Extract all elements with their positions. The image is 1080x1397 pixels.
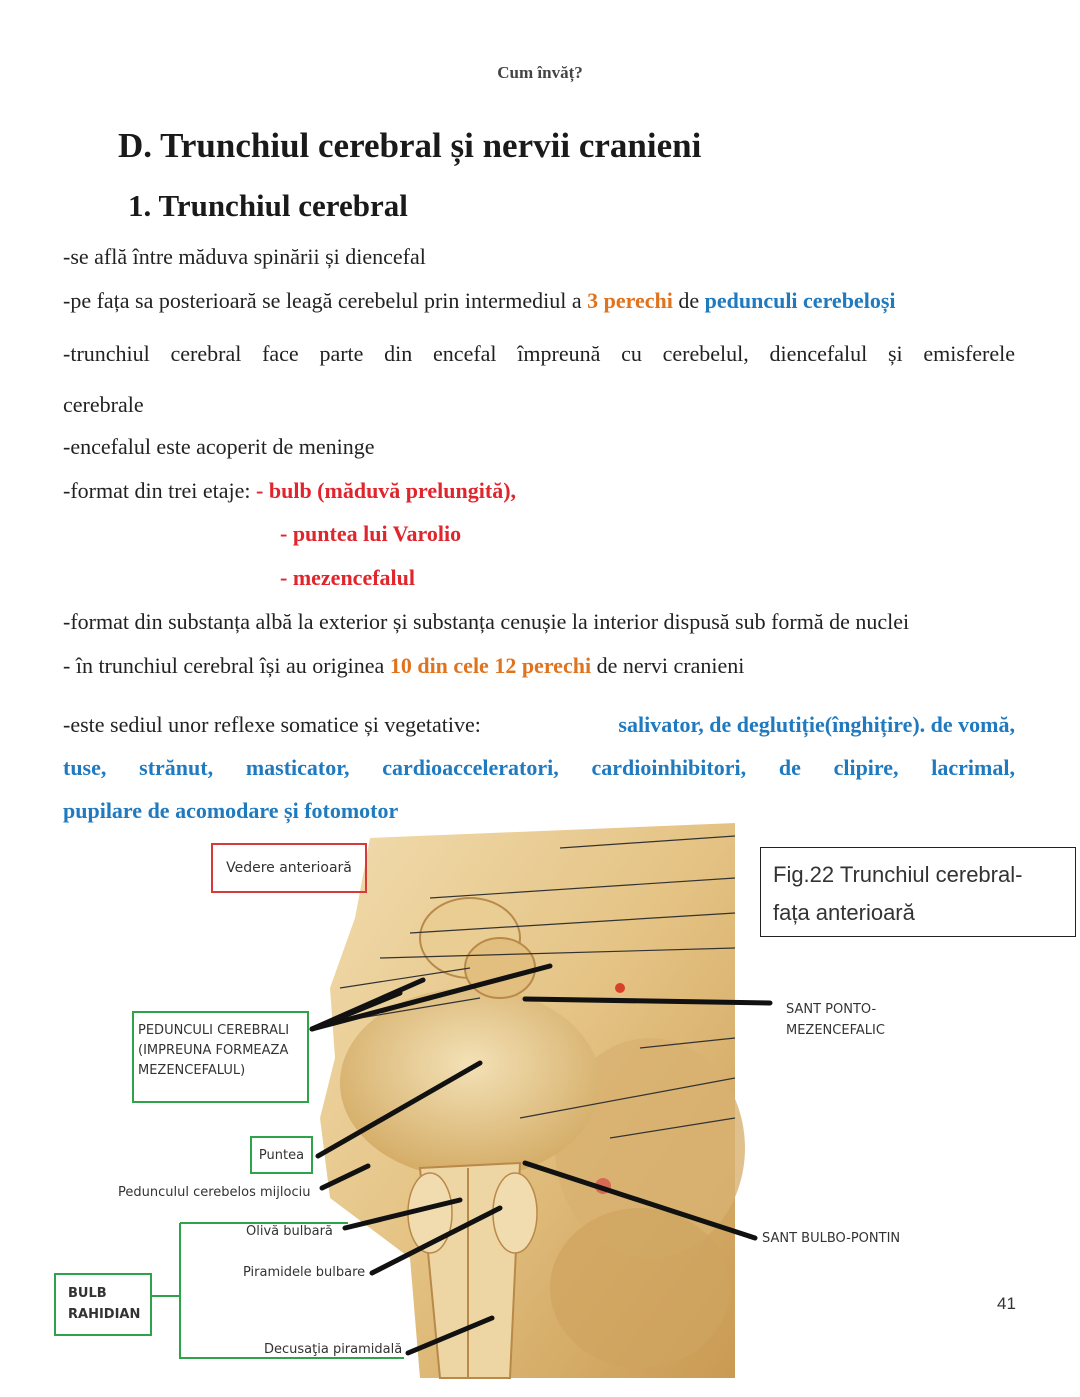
reflex-list: pupilare de acomodare și fotomotor <box>63 798 399 823</box>
sant-ponto-line: MEZENCEFALIC <box>786 1023 885 1038</box>
etaj-item: - bulb (măduvă prelungită), <box>256 478 517 503</box>
text-line-5: -encefalul este acoperit de meninge <box>63 434 375 459</box>
bulb-label: BULB <box>68 1286 107 1301</box>
puntea-label-box <box>250 1136 313 1174</box>
oliva-label: Olivă bulbară <box>246 1224 333 1239</box>
pedunculi-label: PEDUNCULI CEREBRALI <box>138 1023 290 1038</box>
text-line-6 <box>63 478 1015 504</box>
pons-shape <box>340 988 600 1178</box>
etaj-item: - puntea lui Varolio <box>280 521 462 546</box>
etaj-item: - mezencefalul <box>280 565 415 590</box>
highlight-number: 10 din cele 12 perechi <box>389 653 592 678</box>
text-span: -pe fața sa posterioară se leagă cerebelul prin intermediul a <box>63 288 588 313</box>
decusatia-label: Decusaţia piramidală <box>264 1342 403 1357</box>
page-header: Cum învăț? <box>497 63 583 82</box>
cerebellum-shape <box>550 1208 730 1368</box>
peduncle-shape <box>465 938 535 998</box>
text-span: de nervi cranieni <box>591 653 745 678</box>
text-line-1: -se află între măduva spinării și diencefal <box>63 244 426 269</box>
text-line-7: -format din substanța albă la exterior și substanța cenușie la interior dispusă sub formă de nuclei <box>63 609 910 634</box>
text-line-3: -trunchiul cerebral face parte din encefal împreună cu cerebelul, diencefalul și emisferele <box>63 341 1015 366</box>
section-heading: D. Trunchiul cerebral și nervii cranieni <box>118 126 702 165</box>
caption-line: Fig.22 Trunchiul cerebral- <box>773 862 1023 887</box>
text-span: -este sediul unor reflexe somatice și vegetative: <box>63 712 481 737</box>
piramidele-label: Piramidele bulbare <box>243 1265 366 1280</box>
text-line-4: cerebrale <box>63 392 144 417</box>
view-label-box <box>211 843 367 893</box>
reflex-list: tuse, strănut, masticator, cardioacceleratori, cardioinhibitori, de clipire, lacrimal, <box>63 755 1015 780</box>
text-span: -format din trei etaje: <box>63 478 257 503</box>
bulb-bracket <box>150 1223 404 1358</box>
olive-shape <box>493 1173 537 1253</box>
text-line-9 <box>63 712 1015 738</box>
text-span: - în trunchiul cerebral își au originea <box>63 653 390 678</box>
view-label: Vedere anterioară <box>226 860 352 876</box>
highlight-term: pedunculi cerebeloși <box>704 288 896 313</box>
text-line-8 <box>63 653 1015 679</box>
text-span: de <box>672 288 705 313</box>
pedunculi-label: MEZENCEFALUL) <box>138 1063 246 1078</box>
puntea-label: Puntea <box>258 1147 305 1163</box>
text-line-2 <box>63 288 1015 314</box>
pedunculi-label-box <box>132 1011 309 1103</box>
bulb-label: RAHIDIAN <box>68 1307 141 1322</box>
figure-caption <box>760 847 1076 937</box>
pedunculi-label: (IMPREUNA FORMEAZA <box>138 1043 289 1058</box>
subsection-heading: 1. Trunchiul cerebral <box>128 188 408 223</box>
pedunculul-mijlociu-label: Pedunculul cerebelos mijlociu <box>118 1185 311 1200</box>
highlight-number: 3 perechi <box>587 288 673 313</box>
reflex-list: salivator, de deglutiție(înghițire). de vomă, <box>618 712 1015 737</box>
bulb-label-box <box>54 1273 152 1336</box>
caption-line: fața anterioară <box>773 900 915 925</box>
vessel-mark <box>615 983 625 993</box>
sant-bulbo-label: SANT BULBO-PONTIN <box>762 1231 901 1246</box>
sant-ponto-label <box>786 999 885 1041</box>
page-number: 41 <box>997 1294 1016 1313</box>
sant-ponto-line: SANT PONTO- <box>786 1002 877 1017</box>
